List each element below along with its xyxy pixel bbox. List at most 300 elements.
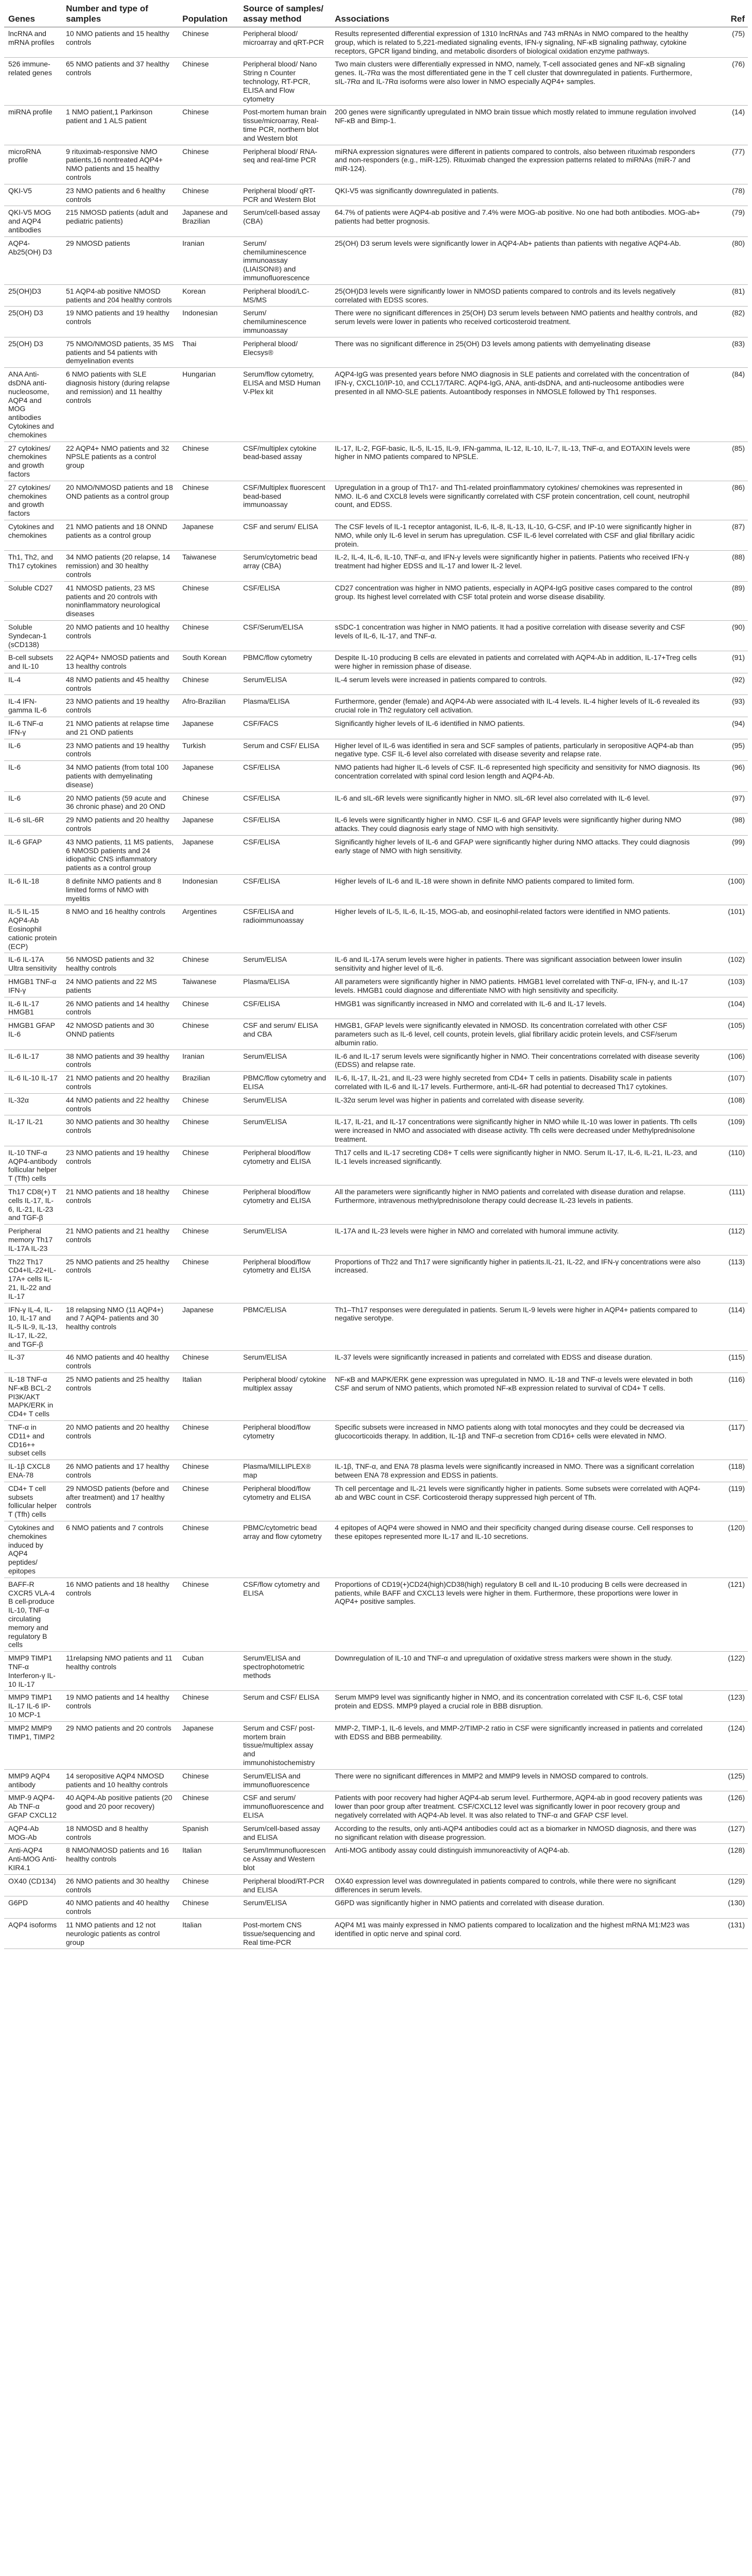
cell-population: Chinese: [178, 1185, 239, 1224]
cell-genes: IL-4 IFN-gamma IL-6: [4, 695, 62, 717]
header-ref: Ref: [707, 2, 748, 27]
cell-ref: (128): [707, 1844, 748, 1874]
header-row: [4, 2, 748, 27]
cell-ref: (98): [707, 814, 748, 836]
cell-ref: (123): [707, 1691, 748, 1721]
cell-population: Chinese: [178, 791, 239, 814]
cell-genes: 25(OH) D3: [4, 307, 62, 337]
cell-source: CSF/ELISA: [239, 761, 331, 791]
cell-ref: (108): [707, 1093, 748, 1115]
cell-genes: G6PD: [4, 1896, 62, 1919]
cell-population: Japanese: [178, 761, 239, 791]
cell-genes: IL-17 IL-21: [4, 1115, 62, 1146]
cell-associations: QKI-V5 was significantly downregulated in patients.: [331, 184, 707, 206]
cell-samples: 23 NMO patients and 19 healthy controls: [62, 695, 178, 717]
cell-population: Indonesian: [178, 875, 239, 905]
cell-ref: (102): [707, 953, 748, 975]
cell-genes: IL-5 IL-15 AQP4-Ab Eosinophil cationic protein (ECP): [4, 905, 62, 953]
cell-samples: 40 NMO patients and 40 healthy controls: [62, 1896, 178, 1919]
cell-population: Chinese: [178, 620, 239, 651]
header-population: Population: [178, 2, 239, 27]
cell-samples: 48 NMO patients and 45 healthy controls: [62, 673, 178, 695]
table-row: [4, 337, 748, 367]
cell-population: Chinese: [178, 1521, 239, 1578]
cell-genes: 526 immune-related genes: [4, 58, 62, 106]
cell-population: Japanese: [178, 520, 239, 550]
cell-source: Peripheral blood/flow cytometry and ELISA: [239, 1146, 331, 1185]
cell-samples: 22 AQP4+ NMOSD patients and 13 healthy controls: [62, 651, 178, 673]
cell-source: Peripheral blood/ Elecsys®: [239, 337, 331, 367]
cell-source: Peripheral blood/ RNA-seq and real-time PCR: [239, 145, 331, 184]
cell-associations: Higher level of IL-6 was identified in sera and SCF samples of patients, particularly in seropositive AQP4-ab than negative type. CSF IL-6 level also correlated with disease severity and relapse rate.: [331, 739, 707, 761]
cell-population: Chinese: [178, 481, 239, 520]
cell-source: CSF/ELISA: [239, 835, 331, 874]
cell-samples: 6 NMO patients with SLE diagnosis history (during relapse and remission) and 11 healthy controls: [62, 368, 178, 442]
cell-samples: 26 NMO patients and 14 healthy controls: [62, 997, 178, 1019]
cell-genes: Cytokines and chemokines: [4, 520, 62, 550]
cell-ref: (96): [707, 761, 748, 791]
cell-associations: IL-17A and IL-23 levels were higher in NMO and correlated with humoral immune activity.: [331, 1225, 707, 1255]
cell-population: Chinese: [178, 1791, 239, 1822]
cell-associations: G6PD was significantly higher in NMO patients and correlated with disease duration.: [331, 1896, 707, 1919]
cell-genes: lncRNA and mRNA profiles: [4, 27, 62, 58]
cell-source: Peripheral blood/flow cytometry and ELISA: [239, 1482, 331, 1521]
cell-ref: (114): [707, 1303, 748, 1351]
table-row: [4, 236, 748, 284]
cell-ref: (130): [707, 1896, 748, 1919]
cell-population: Taiwanese: [178, 551, 239, 581]
cell-associations: IL-37 levels were significantly increased in patients and correlated with EDSS and disease duration.: [331, 1351, 707, 1373]
cell-associations: 4 epitopes of AQP4 were showed in NMO and their specificity changed during disease course. Cell responses to these epitopes represented more IL-17 and IL-10 secretions.: [331, 1521, 707, 1578]
cell-samples: 9 rituximab-responsive NMO patients,16 nontreated AQP4+ NMO patients and 15 healthy controls: [62, 145, 178, 184]
cell-source: Serum/flow cytometry, ELISA and MSD Human V-Plex kit: [239, 368, 331, 442]
cell-associations: All the parameters were significantly higher in NMO patients and correlated with disease duration and relapse. Furthermore, intravenous methylprednisolone therapy could decrease IL-23 levels in patients.: [331, 1185, 707, 1224]
table-row: [4, 581, 748, 620]
cell-population: Japanese: [178, 1721, 239, 1769]
cell-associations: Proportions of Th22 and Th17 were significantly higher in patients.IL-21, IL-22, and IFN-γ concentrations were also increased.: [331, 1255, 707, 1303]
header-genes: Genes: [4, 2, 62, 27]
cell-ref: (76): [707, 58, 748, 106]
cell-source: Serum/ELISA: [239, 953, 331, 975]
table-row: [4, 27, 748, 58]
cell-population: Chinese: [178, 1093, 239, 1115]
cell-ref: (14): [707, 106, 748, 145]
cell-source: Peripheral blood/flow cytometry: [239, 1421, 331, 1460]
cell-associations: Upregulation in a group of Th17- and Th1-related proinflammatory cytokines/ chemokines was represented in NMO. IL-6 and CXCL8 levels were significantly correlated with CSF protein concentration, cell count, neutrophil count, and EDSS.: [331, 481, 707, 520]
cell-ref: (75): [707, 27, 748, 58]
cell-ref: (109): [707, 1115, 748, 1146]
cell-samples: 29 NMOSD patients: [62, 236, 178, 284]
cell-samples: 38 NMO patients and 39 healthy controls: [62, 1049, 178, 1072]
cell-population: Chinese: [178, 1874, 239, 1896]
cell-associations: 25(OH) D3 serum levels were significantly lower in AQP4-Ab+ patients than patients with negative AQP4-Ab.: [331, 236, 707, 284]
cell-genes: IL-10 TNF-α AQP4-antibody follicular helper T (Tfh) cells: [4, 1146, 62, 1185]
cell-ref: (84): [707, 368, 748, 442]
cell-associations: 200 genes were significantly upregulated in NMO brain tissue which mostly related to immune regulation involved NF-κB and Bimp-1.: [331, 106, 707, 145]
cell-associations: There were no significant differences in MMP2 and MMP9 levels in NMOSD compared to controls.: [331, 1769, 707, 1791]
cell-population: Chinese: [178, 997, 239, 1019]
cell-genes: AQP4-Ab25(OH) D3: [4, 236, 62, 284]
cell-genes: CD4+ T cell subsets follicular helper T (Tfh) cells: [4, 1482, 62, 1521]
cell-population: Argentines: [178, 905, 239, 953]
cell-genes: IL-6 sIL-6R: [4, 814, 62, 836]
table-row: [4, 58, 748, 106]
table-row: [4, 1652, 748, 1691]
cell-samples: 20 NMO patients and 10 healthy controls: [62, 620, 178, 651]
cell-associations: 25(OH)D3 levels were significantly lower in NMOSD patients compared to controls and its levels negatively correlated with EDSS scores.: [331, 284, 707, 307]
cell-samples: 29 NMOSD patients (before and after treatment) and 17 healthy controls: [62, 1482, 178, 1521]
cell-associations: Significantly higher levels of IL-6 and GFAP were significantly higher during NMO attacks. They could diagnosis early stage of NMO with high sensitivity.: [331, 835, 707, 874]
cell-genes: Th17 CD8(+) T cells IL-17, IL-6, IL-21, IL-23 and TGF-β: [4, 1185, 62, 1224]
table-row: [4, 953, 748, 975]
cell-ref: (107): [707, 1072, 748, 1094]
table-row: [4, 673, 748, 695]
cell-associations: There was no significant difference in 25(OH) D3 levels among patients with demyelinating disease: [331, 337, 707, 367]
table-row: [4, 997, 748, 1019]
cell-source: CSF/ELISA: [239, 875, 331, 905]
cell-population: Hungarian: [178, 368, 239, 442]
cell-ref: (110): [707, 1146, 748, 1185]
cell-source: Serum/ELISA: [239, 1225, 331, 1255]
table-row: [4, 442, 748, 481]
table-row: [4, 1460, 748, 1482]
cell-source: CSF/Multiplex fluorescent bead-based immunoassay: [239, 481, 331, 520]
cell-ref: (97): [707, 791, 748, 814]
table-row: [4, 1019, 748, 1049]
cell-source: Serum and CSF/ ELISA: [239, 739, 331, 761]
cell-samples: 44 NMO patients and 22 healthy controls: [62, 1093, 178, 1115]
cell-associations: IL-17, IL-21, and IL-17 concentrations were significantly higher in NMO while IL-10 was lower in patients. Tfh cells were increased in NMO and associated with disease activity. Tfh cells were decreased under Methylprednisolone treatment.: [331, 1115, 707, 1146]
cell-source: Serum/cell-based assay (CBA): [239, 206, 331, 236]
table-row: [4, 1115, 748, 1146]
cell-associations: IL-6 and IL-17 serum levels were significantly higher in NMO. Their concentrations correlated with disease severity (EDSS) and relapse rate.: [331, 1049, 707, 1072]
cell-genes: IL-1β CXCL8 ENA-78: [4, 1460, 62, 1482]
cell-samples: 26 NMO patients and 30 healthy controls: [62, 1874, 178, 1896]
cell-ref: (90): [707, 620, 748, 651]
cell-population: Japanese and Brazilian: [178, 206, 239, 236]
cell-ref: (120): [707, 1521, 748, 1578]
cell-population: Japanese: [178, 814, 239, 836]
table-row: [4, 481, 748, 520]
cell-genes: IL-32α: [4, 1093, 62, 1115]
cell-genes: QKI-V5 MOG and AQP4 antibodies: [4, 206, 62, 236]
cell-population: Chinese: [178, 1896, 239, 1919]
cell-ref: (100): [707, 875, 748, 905]
cell-source: PBMC/flow cytometry: [239, 651, 331, 673]
table-row: [4, 284, 748, 307]
cell-associations: miRNA expression signatures were different in patients compared to controls, also between rituximab responders and non-responders (e.g., miR-125). Rituximab changed the expression patterns related to miRNAs (miR-7 and miR-124).: [331, 145, 707, 184]
cell-source: Serum/ELISA: [239, 1093, 331, 1115]
table-body: [4, 27, 748, 1949]
cell-samples: 8 definite NMO patients and 8 limited forms of NMO with myelitis: [62, 875, 178, 905]
cell-genes: ANA Anti-dsDNA anti-nucleosome, AQP4 and MOG antibodies Cytokines and chemokines: [4, 368, 62, 442]
cell-population: Chinese: [178, 1019, 239, 1049]
cell-ref: (121): [707, 1578, 748, 1651]
cell-genes: IL-6 IL-17 HMGB1: [4, 997, 62, 1019]
table-row: [4, 1225, 748, 1255]
cell-associations: Downregulation of IL-10 and TNF-α and upregulation of oxidative stress markers were shown in the study.: [331, 1652, 707, 1691]
cell-population: Chinese: [178, 1691, 239, 1721]
cell-samples: 215 NMOSD patients (adult and pediatric patients): [62, 206, 178, 236]
cell-associations: NMO patients had higher IL-6 levels of CSF. IL-6 represented high specificity and sensitivity for NMO diagnosis. Its concentration correlated with spinal cord lesion length and AQP4-Ab.: [331, 761, 707, 791]
cell-source: Peripheral blood/ Nano String n Counter technology, RT-PCR, ELISA and Flow cytometry: [239, 58, 331, 106]
cell-population: Chinese: [178, 1421, 239, 1460]
cell-population: Chinese: [178, 145, 239, 184]
table-row: [4, 106, 748, 145]
cell-associations: IL-1β, TNF-α, and ENA 78 plasma levels were significantly increased in NMO. There was a significant correlation between ENA 78 expression and EDSS in patients.: [331, 1460, 707, 1482]
table-row: [4, 1691, 748, 1721]
cell-associations: CD27 concentration was higher in NMO patients, especially in AQP4-IgG positive cases compared to the control group. Its highest level correlated with CSF total protein and worse disease disability.: [331, 581, 707, 620]
cell-source: Serum/cell-based assay and ELISA: [239, 1822, 331, 1844]
cell-ref: (105): [707, 1019, 748, 1049]
cell-associations: HMGB1, GFAP levels were significantly elevated in NMOSD. Its concentration correlated with other CSF parameters such as IL-6 level, cell counts, protein levels, glial fibrillary acidic protein levels, and CSF/serum albumin ratio.: [331, 1019, 707, 1049]
cell-associations: Serum MMP9 level was significantly higher in NMO, and its concentration correlated with CSF IL-6, CSF total protein and EDSS. MMP9 played a crucial role in BBB disruption.: [331, 1691, 707, 1721]
cell-source: CSF and serum/ immunofluorescence and ELISA: [239, 1791, 331, 1822]
cell-population: Japanese: [178, 1303, 239, 1351]
cell-genes: IL-6 GFAP: [4, 835, 62, 874]
table-row: [4, 551, 748, 581]
cell-ref: (124): [707, 1721, 748, 1769]
cell-samples: 75 NMO/NMOSD patients, 35 MS patients and 54 patients with demyelination events: [62, 337, 178, 367]
cell-associations: IL-6, IL-17, IL-21, and IL-23 were highly secreted from CD4+ T cells in patients. Disability scale in patients correlated with IL-6 and IL-17 levels. Furthermore, anti-IL-6R had potential to decreased Th17 cytokines.: [331, 1072, 707, 1094]
cell-associations: Higher levels of IL-6 and IL-18 were shown in definite NMO patients compared to limited form.: [331, 875, 707, 905]
cell-source: PBMC/flow cytometry and ELISA: [239, 1072, 331, 1094]
cell-associations: Despite IL-10 producing B cells are elevated in patients and correlated with AQP4-Ab in addition, IL-17+Treg cells were higher in remission phase of disease.: [331, 651, 707, 673]
cell-population: Indonesian: [178, 307, 239, 337]
cell-associations: Th17 cells and IL-17 secreting CD8+ T cells were significantly higher in NMO. Serum IL-17, IL-6, IL-21, IL-23, and IL-1 levels increased significantly.: [331, 1146, 707, 1185]
associations-table: [4, 2, 748, 1949]
cell-source: Serum/ELISA: [239, 673, 331, 695]
cell-ref: (113): [707, 1255, 748, 1303]
table-row: [4, 739, 748, 761]
cell-source: Serum/ELISA and immunofluorescence: [239, 1769, 331, 1791]
cell-associations: IL-17, IL-2, FGF-basic, IL-5, IL-15, IL-9, IFN-gamma, IL-12, IL-10, IL-7, IL-13, TNF-α, and EOTAXIN levels were higher in NMO patients compared to NPSLE.: [331, 442, 707, 481]
cell-samples: 16 NMO patients and 18 healthy controls: [62, 1578, 178, 1651]
cell-genes: IL-6: [4, 791, 62, 814]
cell-associations: Significantly higher levels of IL-6 identified in NMO patients.: [331, 717, 707, 739]
cell-source: Peripheral blood/ qRT-PCR and Western Blot: [239, 184, 331, 206]
cell-genes: HMGB1 GFAP IL-6: [4, 1019, 62, 1049]
cell-samples: 29 NMO patients and 20 controls: [62, 1721, 178, 1769]
cell-genes: B-cell subsets and IL-10: [4, 651, 62, 673]
cell-genes: MMP9 TIMP1 TNF-α Interferon-γ IL-10 IL-17: [4, 1652, 62, 1691]
cell-population: Brazilian: [178, 1072, 239, 1094]
cell-samples: 10 NMO patients and 15 healthy controls: [62, 27, 178, 58]
cell-genes: IL-4: [4, 673, 62, 695]
cell-source: Peripheral blood/ microarray and qRT-PCR: [239, 27, 331, 58]
cell-samples: 46 NMO patients and 40 healthy controls: [62, 1351, 178, 1373]
cell-associations: Specific subsets were increased in NMO patients along with total monocytes and they could be decreased via glucocorticoids therapy. In addition, IL-1β and TNF-α secretion from CD16+ cells were elevated in NMO.: [331, 1421, 707, 1460]
cell-ref: (80): [707, 236, 748, 284]
cell-associations: IL-6 and sIL-6R levels were significantly higher in NMO. sIL-6R level also correlated with IL-6 level.: [331, 791, 707, 814]
cell-genes: Peripheral memory Th17 IL-17A IL-23: [4, 1225, 62, 1255]
cell-ref: (85): [707, 442, 748, 481]
cell-samples: 65 NMO patients and 37 healthy controls: [62, 58, 178, 106]
cell-source: CSF/ELISA: [239, 997, 331, 1019]
cell-samples: 51 AQP4-ab positive NMOSD patients and 204 healthy controls: [62, 284, 178, 307]
cell-ref: (125): [707, 1769, 748, 1791]
cell-genes: Soluble CD27: [4, 581, 62, 620]
cell-genes: IL-6: [4, 761, 62, 791]
cell-associations: There were no significant differences in 25(OH) D3 serum levels between NMO patients and healthy controls, and serum levels were lower in patients who received corticosteroid treatment.: [331, 307, 707, 337]
cell-source: CSF and serum/ ELISA: [239, 520, 331, 550]
table-row: [4, 717, 748, 739]
table-row: [4, 1185, 748, 1224]
cell-source: CSF/multiplex cytokine bead-based assay: [239, 442, 331, 481]
cell-genes: Th1, Th2, and Th17 cytokines: [4, 551, 62, 581]
table-row: [4, 1421, 748, 1460]
cell-associations: HMGB1 was significantly increased in NMO and correlated with IL-6 and IL-17 levels.: [331, 997, 707, 1019]
cell-associations: AQP4-IgG was presented years before NMO diagnosis in SLE patients and correlated with the concentration of IFN-γ, CXCL10/IP-10, and CCL17/TARC. AQP4-IgG, ANA, anti-dsDNA, and anti-nucleosome antibodies were presented in all NMO-SLE patients. Autoantibody responses in NMOSLE followed by Th1 responses.: [331, 368, 707, 442]
cell-samples: 11 NMO patients and 12 not neurologic patients as control group: [62, 1918, 178, 1948]
table-row: [4, 695, 748, 717]
cell-samples: 20 NMO patients (59 acute and 36 chronic phase) and 20 OND: [62, 791, 178, 814]
table-row: [4, 1822, 748, 1844]
cell-genes: OX40 (CD134): [4, 1874, 62, 1896]
cell-ref: (127): [707, 1822, 748, 1844]
cell-population: Chinese: [178, 1460, 239, 1482]
cell-ref: (82): [707, 307, 748, 337]
cell-ref: (104): [707, 997, 748, 1019]
table-row: [4, 1918, 748, 1948]
cell-source: Post-mortem human brain tissue/microarray, Real-time PCR, northern blot and Western blot: [239, 106, 331, 145]
cell-ref: (79): [707, 206, 748, 236]
cell-associations: Two main clusters were differentially expressed in NMO, namely, T-cell associated genes and NF-κB signaling genes. IL-7Rα was the most differentiated gene in the T cell cluster that downregulated in patients. Furthermore, sIL-7Rα and IL-7Rα isoforms were also lower in NMO especially AQP4+ samples.: [331, 58, 707, 106]
cell-samples: 34 NMO patients (from total 100 patients with demyelinating disease): [62, 761, 178, 791]
cell-source: Peripheral blood/LC-MS/MS: [239, 284, 331, 307]
cell-genes: IL-6: [4, 739, 62, 761]
cell-ref: (99): [707, 835, 748, 874]
cell-population: Chinese: [178, 106, 239, 145]
cell-ref: (95): [707, 739, 748, 761]
cell-ref: (122): [707, 1652, 748, 1691]
cell-source: CSF/ELISA: [239, 814, 331, 836]
table-row: [4, 651, 748, 673]
table-row: [4, 184, 748, 206]
header-source-of-samples: Source of samples/ assay method: [239, 2, 331, 27]
cell-genes: 25(OH)D3: [4, 284, 62, 307]
cell-associations: NF-κB and MAPK/ERK gene expression was upregulated in NMO. IL-18 and TNF-α levels were elevated in both CSF and serum of NMO patients, which promoted NF-κB expression related to survival of CD4+ T cells.: [331, 1373, 707, 1421]
cell-ref: (106): [707, 1049, 748, 1072]
cell-samples: 6 NMO patients and 7 controls: [62, 1521, 178, 1578]
table-row: [4, 206, 748, 236]
cell-source: Serum/ chemiluminescence immunoassay: [239, 307, 331, 337]
cell-ref: (77): [707, 145, 748, 184]
cell-ref: (116): [707, 1373, 748, 1421]
cell-source: Serum/ELISA: [239, 1049, 331, 1072]
cell-ref: (111): [707, 1185, 748, 1224]
cell-associations: Proportions of CD19(+)CD24(high)CD38(high) regulatory B cell and IL-10 producing B cells were decreased in patients, while BAFF and CXCL13 levels were higher in them. Furthermore, these proportions were lower in AQP4+ positive samples.: [331, 1578, 707, 1651]
cell-genes: IL-6 IL-17A Ultra sensitivity: [4, 953, 62, 975]
cell-ref: (119): [707, 1482, 748, 1521]
cell-associations: Furthermore, gender (female) and AQP4-Ab were associated with IL-4 levels. IL-4 higher levels of IL-6 revealed its crucial role in Th2 regulatory cell activation.: [331, 695, 707, 717]
cell-ref: (93): [707, 695, 748, 717]
cell-associations: The CSF levels of IL-1 receptor antagonist, IL-6, IL-8, IL-13, IL-10, G-CSF, and IP-10 were significantly higher in NMO, while only IL-6 level in serum has upregulation. CSF IL-6 level correlated with CSF and glial fibrillary acidic protein.: [331, 520, 707, 550]
table-row: [4, 1844, 748, 1874]
table-row: [4, 1482, 748, 1521]
cell-samples: 23 NMO patients and 6 healthy controls: [62, 184, 178, 206]
cell-source: Serum and CSF/ ELISA: [239, 1691, 331, 1721]
cell-genes: 27 cytokines/ chemokines and growth factors: [4, 442, 62, 481]
cell-samples: 40 AQP4-Ab positive patients (20 good and 20 poor recovery): [62, 1791, 178, 1822]
cell-associations: IL-6 levels were significantly higher in NMO. CSF IL-6 and GFAP levels were significantly higher during NMO attacks. They could diagnosis early stage of NMO with high sensitivity.: [331, 814, 707, 836]
cell-genes: miRNA profile: [4, 106, 62, 145]
table-row: [4, 1769, 748, 1791]
cell-source: Plasma/ELISA: [239, 695, 331, 717]
cell-samples: 34 NMO patients (20 relapse, 14 remission) and 30 healthy controls: [62, 551, 178, 581]
cell-genes: QKI-V5: [4, 184, 62, 206]
cell-ref: (101): [707, 905, 748, 953]
cell-source: CSF/FACS: [239, 717, 331, 739]
cell-associations: IL-32α serum level was higher in patients and correlated with disease severity.: [331, 1093, 707, 1115]
table-row: [4, 145, 748, 184]
cell-samples: 23 NMO patients and 19 healthy controls: [62, 739, 178, 761]
cell-population: Japanese: [178, 835, 239, 874]
table-row: [4, 307, 748, 337]
table-row: [4, 520, 748, 550]
cell-associations: Anti-MOG antibody assay could distinguish immunoreactivity of AQP4-ab.: [331, 1844, 707, 1874]
cell-population: Chinese: [178, 1225, 239, 1255]
cell-source: Peripheral blood/RT-PCR and ELISA: [239, 1874, 331, 1896]
cell-ref: (89): [707, 581, 748, 620]
cell-ref: (129): [707, 1874, 748, 1896]
cell-genes: IL-6 IL-10 IL-17: [4, 1072, 62, 1094]
cell-associations: According to the results, only anti-AQP4 antibodies could act as a biomarker in NMOSD diagnosis, and there was no significant relation with disease progression.: [331, 1822, 707, 1844]
cell-genes: 27 cytokines/ chemokines and growth factors: [4, 481, 62, 520]
cell-samples: 18 relapsing NMO (11 AQP4+) and 7 AQP4- patients and 30 healthy controls: [62, 1303, 178, 1351]
cell-source: PBMC/cytometric bead array and flow cytometry: [239, 1521, 331, 1578]
table-row: [4, 368, 748, 442]
table-row: [4, 1896, 748, 1919]
cell-source: CSF/flow cytometry and ELISA: [239, 1578, 331, 1651]
table-row: [4, 1578, 748, 1651]
cell-samples: 18 NMOSD and 8 healthy controls: [62, 1822, 178, 1844]
table-row: [4, 835, 748, 874]
cell-ref: (92): [707, 673, 748, 695]
cell-associations: Th1–Th17 responses were deregulated in patients. Serum IL-9 levels were higher in AQP4+ patients compared to negative serotype.: [331, 1303, 707, 1351]
cell-genes: IL-6 TNF-α IFN-γ: [4, 717, 62, 739]
table-row: [4, 1373, 748, 1421]
cell-genes: MMP9 AQP4 antibody: [4, 1769, 62, 1791]
table-row: [4, 761, 748, 791]
table-row: [4, 791, 748, 814]
cell-genes: IL-6 IL-18: [4, 875, 62, 905]
table-row: [4, 1791, 748, 1822]
cell-ref: (78): [707, 184, 748, 206]
cell-population: Chinese: [178, 442, 239, 481]
cell-population: Italian: [178, 1844, 239, 1874]
cell-genes: IL-6 IL-17: [4, 1049, 62, 1072]
cell-ref: (118): [707, 1460, 748, 1482]
cell-population: Chinese: [178, 184, 239, 206]
cell-associations: Higher levels of IL-5, IL-6, IL-15, MOG-ab, and eosinophil-related factors were identified in NMO patients.: [331, 905, 707, 953]
cell-population: Chinese: [178, 1115, 239, 1146]
cell-samples: 14 seropositive AQP4 NMOSD patients and 10 healthy controls: [62, 1769, 178, 1791]
cell-source: CSF/ELISA and radioimmunoassay: [239, 905, 331, 953]
cell-samples: 26 NMO patients and 17 healthy controls: [62, 1460, 178, 1482]
table-row: [4, 1049, 748, 1072]
cell-ref: (117): [707, 1421, 748, 1460]
table-row: [4, 1521, 748, 1578]
cell-genes: AQP4 isoforms: [4, 1918, 62, 1948]
cell-samples: 20 NMO patients and 20 healthy controls: [62, 1421, 178, 1460]
cell-genes: MMP9 TIMP1 IL-17 IL-6 IP-10 MCP-1: [4, 1691, 62, 1721]
cell-source: Serum and CSF/ post-mortem brain tissue/multiplex assay and immunohistochemistry: [239, 1721, 331, 1769]
table-row: [4, 1146, 748, 1185]
cell-samples: 21 NMO patients and 21 healthy controls: [62, 1225, 178, 1255]
cell-associations: All parameters were significantly higher in NMO patients. HMGB1 level correlated with TNF-α, IFN-γ, and IL-17 levels. HMGB1 could diagnose and differentiate NMO with high sensitivity and specificity.: [331, 975, 707, 997]
cell-samples: 25 NMO patients and 25 healthy controls: [62, 1255, 178, 1303]
